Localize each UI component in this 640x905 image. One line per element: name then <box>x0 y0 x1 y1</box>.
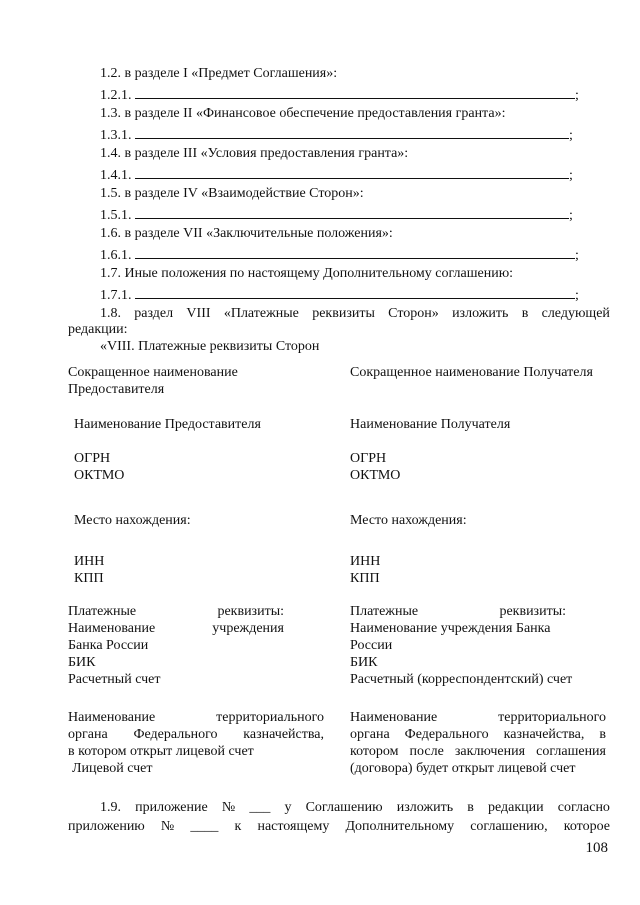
left-account: Расчетный счет <box>68 672 161 687</box>
left-bank-name-line-2: Банка России <box>68 638 149 653</box>
right-treasury-line-3: котором после заключения соглашения <box>350 744 606 759</box>
left-treasury-line-1: Наименование территориального <box>68 710 324 725</box>
right-treasury-line-4: (договора) будет открыт лицевой счет <box>350 761 576 776</box>
page-number: 108 <box>585 840 608 856</box>
section-1-5-1: 1.5.1. ; <box>100 208 573 223</box>
fill-in-line <box>135 86 575 99</box>
section-1-4-1: 1.4.1. ; <box>100 168 573 183</box>
section-1-6-1: 1.6.1. ; <box>100 248 579 263</box>
right-payment-requisites: Платежные реквизиты: <box>350 604 566 619</box>
left-kpp: КПП <box>74 571 104 586</box>
section-1-6: 1.6. в разделе VII «Заключительные положения»: <box>100 226 393 241</box>
fill-in-line <box>135 206 569 219</box>
section-1-9-line-1: 1.9. приложение № ___ у Соглашению изложить в редакции согласно <box>100 800 610 815</box>
right-treasury-line-1: Наименование территориального <box>350 710 606 725</box>
left-treasury-line-2: органа Федерального казначейства, <box>68 727 324 742</box>
fill-in-line <box>135 166 569 179</box>
section-1-3-1: 1.3.1. ; <box>100 128 573 143</box>
right-bank-name-line-2: России <box>350 638 393 653</box>
left-oktmo: ОКТМО <box>74 468 125 483</box>
section-1-8-line-2: редакции: <box>68 322 128 337</box>
left-bank-name-line-1: Наименование учреждения <box>68 621 284 636</box>
section-1-9-line-2: приложению № ____ к настоящему Дополнительному соглашению, которое <box>68 819 610 834</box>
left-name: Наименование Предоставителя <box>74 417 261 432</box>
section-1-7: 1.7. Иные положения по настоящему Дополнительному соглашению: <box>100 266 514 281</box>
right-kpp: КПП <box>350 571 380 586</box>
section-1-2: 1.2. в разделе I «Предмет Соглашения»: <box>100 66 338 81</box>
right-inn: ИНН <box>350 554 381 569</box>
right-bik: БИК <box>350 655 378 670</box>
right-name: Наименование Получателя <box>350 417 511 432</box>
right-account: Расчетный (корреспондентский) счет <box>350 672 573 687</box>
fill-in-line <box>135 126 569 139</box>
section-1-4: 1.4. в разделе III «Условия предоставления гранта»: <box>100 146 409 161</box>
right-short-name: Сокращенное наименование Получателя <box>350 365 593 380</box>
right-bank-name-line-1: Наименование учреждения Банка <box>350 621 551 636</box>
left-ogrn: ОГРН <box>74 451 111 466</box>
requisites-heading: «VIII. Платежные реквизиты Сторон <box>100 339 320 354</box>
left-short-name-line-1: Сокращенное наименование <box>68 365 238 380</box>
left-inn: ИНН <box>74 554 105 569</box>
left-treasury-line-3: в котором открыт лицевой счет <box>68 744 254 759</box>
right-oktmo: ОКТМО <box>350 468 401 483</box>
fill-in-line <box>135 286 575 299</box>
left-location: Место нахождения: <box>74 513 191 528</box>
left-bik: БИК <box>68 655 96 670</box>
section-1-2-1: 1.2.1. ; <box>100 88 579 103</box>
right-treasury-line-2: органа Федерального казначейства, в <box>350 727 606 742</box>
section-1-7-1: 1.7.1. ; <box>100 288 579 303</box>
section-1-3: 1.3. в разделе II «Финансовое обеспечение предоставления гранта»: <box>100 106 506 121</box>
section-1-5: 1.5. в разделе IV «Взаимодействие Сторон»: <box>100 186 364 201</box>
left-short-name-line-2: Предоставителя <box>68 382 165 397</box>
left-payment-requisites: Платежные реквизиты: <box>68 604 284 619</box>
right-ogrn: ОГРН <box>350 451 387 466</box>
left-personal-account: Лицевой счет <box>72 761 153 776</box>
section-1-8-line-1: 1.8. раздел VIII «Платежные реквизиты Сторон» изложить в следующей <box>100 306 610 321</box>
fill-in-line <box>135 246 575 259</box>
right-location: Место нахождения: <box>350 513 467 528</box>
